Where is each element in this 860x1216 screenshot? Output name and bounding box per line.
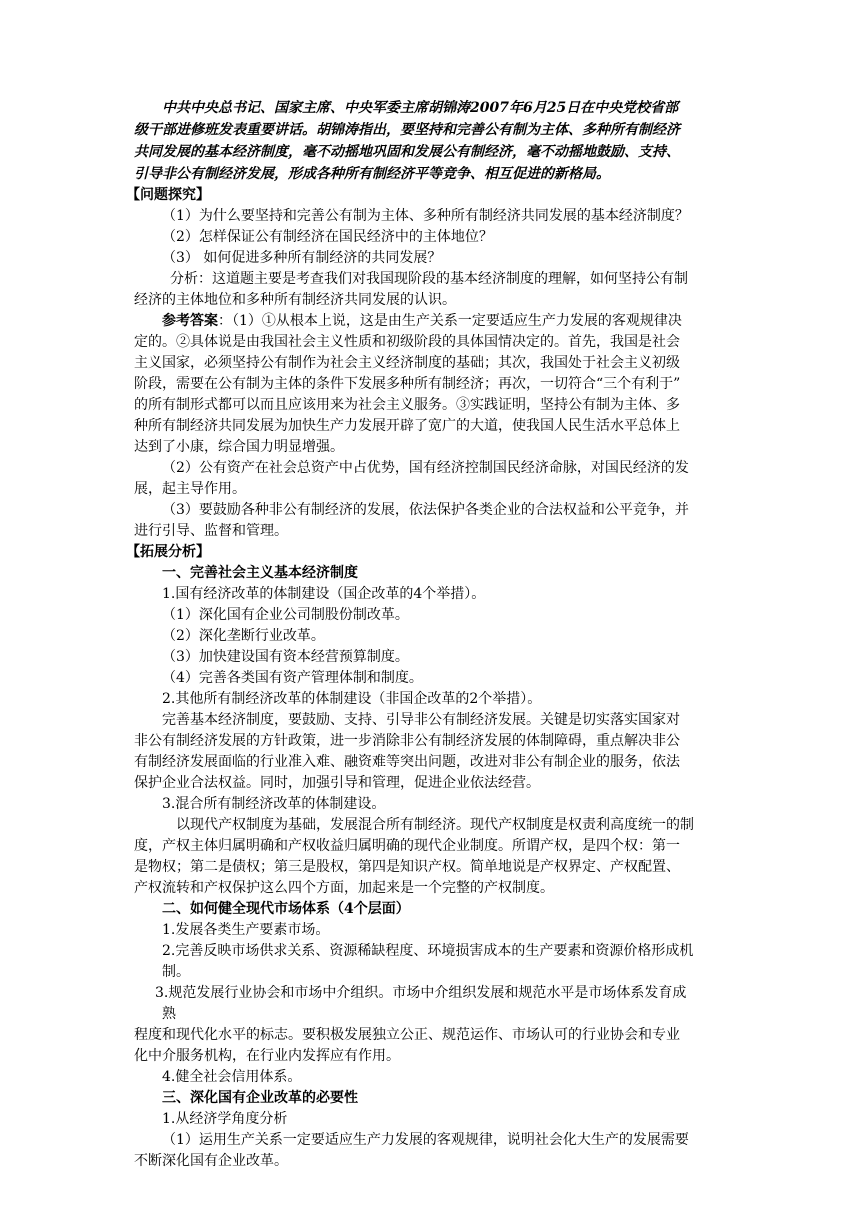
answer-line: 展，起主导作用。 — [134, 481, 246, 497]
list-item: （1）深化国有企业公司制股份制改革。 — [162, 607, 409, 623]
list-item: 熟 — [162, 1006, 176, 1022]
question-1: （1）为什么要坚持和完善公有制为主体、多种所有制经济共同发展的基本经济制度？ — [162, 208, 689, 224]
paragraph-line: 不断深化国有企业改革。 — [134, 1153, 288, 1169]
intro-line: 共同发展的基本经济制度，毫不动摇地巩固和发展公有制经济，毫不动摇地鼓励、支持、 — [134, 144, 680, 160]
answer-line: 阶段，需要在公有制为主体的条件下发展多种所有制经济；再次，一切符合“三个有利于” — [134, 376, 681, 392]
intro-line: 级干部进修班发表重要讲话。胡锦涛指出，要坚持和完善公有制为主体、多种所有制经济 — [134, 122, 680, 138]
analysis-line: 经济的主体地位和多种所有制经济共同发展的认识。 — [134, 292, 456, 308]
list-item: 2.完善反映市场供求关系、资源稀缺程度、环境损害成本的生产要素和资源价格形成机 — [162, 943, 694, 959]
intro-line: 中共中央总书记、国家主席、中央军委主席胡锦涛2007年6月25日在中央党校省部 — [162, 100, 679, 116]
question-3: （3） 如何促进多种所有制经济的共同发展？ — [162, 250, 442, 266]
list-item: （3）加快建设国有资本经营预算制度。 — [162, 649, 409, 665]
subsection-title: 1.国有经济改革的体制建设（国企改革的4个举措）。 — [162, 586, 486, 602]
intro-line: 引导非公有制经济发展，形成各种所有制经济平等竞争、相互促进的新格局。 — [134, 166, 610, 182]
paragraph-line: 完善基本经济制度，要鼓励、支持、引导非公有制经济发展。关键是切实落实国家对 — [162, 712, 680, 728]
list-item: 3.规范发展行业协会和市场中介组织。市场中介组织发展和规范水平是市场体系发育成 — [155, 985, 687, 1001]
answer-line: 进行引导、监督和管理。 — [134, 523, 288, 539]
section-title-2: 二、如何健全现代市场体系（4个层面） — [162, 901, 410, 917]
paragraph-line: （1）运用生产关系一定要适应生产力发展的客观规律，说明社会化大生产的发展需要 — [162, 1132, 689, 1148]
list-item: 4.健全社会信用体系。 — [162, 1069, 302, 1085]
section-heading-inquiry: 【问题探究】 — [126, 187, 210, 203]
answer-line: 定的。②具体说是由我国社会主义性质和初级阶段的具体国情决定的。首先，我国是社会 — [134, 334, 680, 350]
paragraph-line: 度，产权主体归属明确和产权收益归属明确的现代企业制度。所谓产权，是四个权：第一 — [134, 838, 680, 854]
paragraph-line: 程度和现代化水平的标志。要积极发展独立公正、规范运作、市场认可的行业协会和专业 — [134, 1027, 680, 1043]
answer-line: （3）要鼓励各种非公有制经济的发展，依法保护各类企业的合法权益和公平竞争，并 — [162, 502, 689, 518]
answer-line — [162, 311, 682, 331]
list-item: （2）深化垄断行业改革。 — [162, 628, 325, 644]
section-title-3: 三、深化国有企业改革的必要性 — [162, 1090, 358, 1106]
answer-line: 达到了小康，综合国力明显增强。 — [134, 439, 344, 455]
paragraph-line: 产权流转和产权保护这么四个方面，加起来是一个完整的产权制度。 — [134, 880, 554, 896]
paragraph-line: 保护企业合法权益。同时，加强引导和管理，促进企业依法经营。 — [134, 775, 540, 791]
section-title-1: 一、完善社会主义基本经济制度 — [162, 565, 358, 581]
answer-text: ：（1）①从根本上说，这是由生产关系一定要适应生产力发展的客观规律决 — [218, 313, 682, 329]
list-item: 制。 — [162, 964, 190, 980]
analysis-line: 分析：这道题主要是考查我们对我国现阶段的基本经济制度的理解，如何坚持公有制 — [170, 271, 688, 287]
answer-line: 主义国家，必须坚持公有制作为社会主义经济制度的基础；其次，我国处于社会主义初级 — [134, 355, 680, 371]
section-heading-extension: 【拓展分析】 — [126, 544, 210, 560]
answer-label: 参考答案 — [162, 313, 218, 329]
paragraph-line: 化中介服务机构，在行业内发挥应有作用。 — [134, 1048, 400, 1064]
answer-line: 种所有制经济共同发展为加快生产力发展开辟了宽广的大道，使我国人民生活水平总体上 — [134, 418, 680, 434]
answer-line: （2）公有资产在社会总资产中占优势，国有经济控制国民经济命脉，对国民经济的发 — [162, 460, 689, 476]
paragraph-line: 有制经济发展面临的行业准入难、融资难等突出问题，改进对非公有制企业的服务，依法 — [134, 754, 680, 770]
subsection-title: 2.其他所有制经济改革的体制建设（非国企改革的2个举措）。 — [162, 691, 542, 707]
paragraph-line: 非公有制经济发展的方针政策，进一步消除非公有制经济发展的体制障碍，重点解决非公 — [134, 733, 680, 749]
list-item: 1.发展各类生产要素市场。 — [162, 922, 330, 938]
list-item: （4）完善各类国有资产管理体制和制度。 — [162, 670, 423, 686]
subsection-title: 1.从经济学角度分析 — [162, 1111, 288, 1127]
subsection-title: 3.混合所有制经济改革的体制建设。 — [162, 796, 386, 812]
paragraph-line: 以现代产权制度为基础，发展混合所有制经济。现代产权制度是权责利高度统一的制 — [176, 817, 694, 833]
question-2: （2）怎样保证公有制经济在国民经济中的主体地位？ — [162, 229, 493, 245]
answer-line: 的所有制形式都可以而且应该用来为社会主义服务。③实践证明，坚持公有制为主体、多 — [134, 397, 680, 413]
paragraph-line: 是物权；第二是债权；第三是股权，第四是知识产权。简单地说是产权界定、产权配置、 — [134, 859, 680, 875]
